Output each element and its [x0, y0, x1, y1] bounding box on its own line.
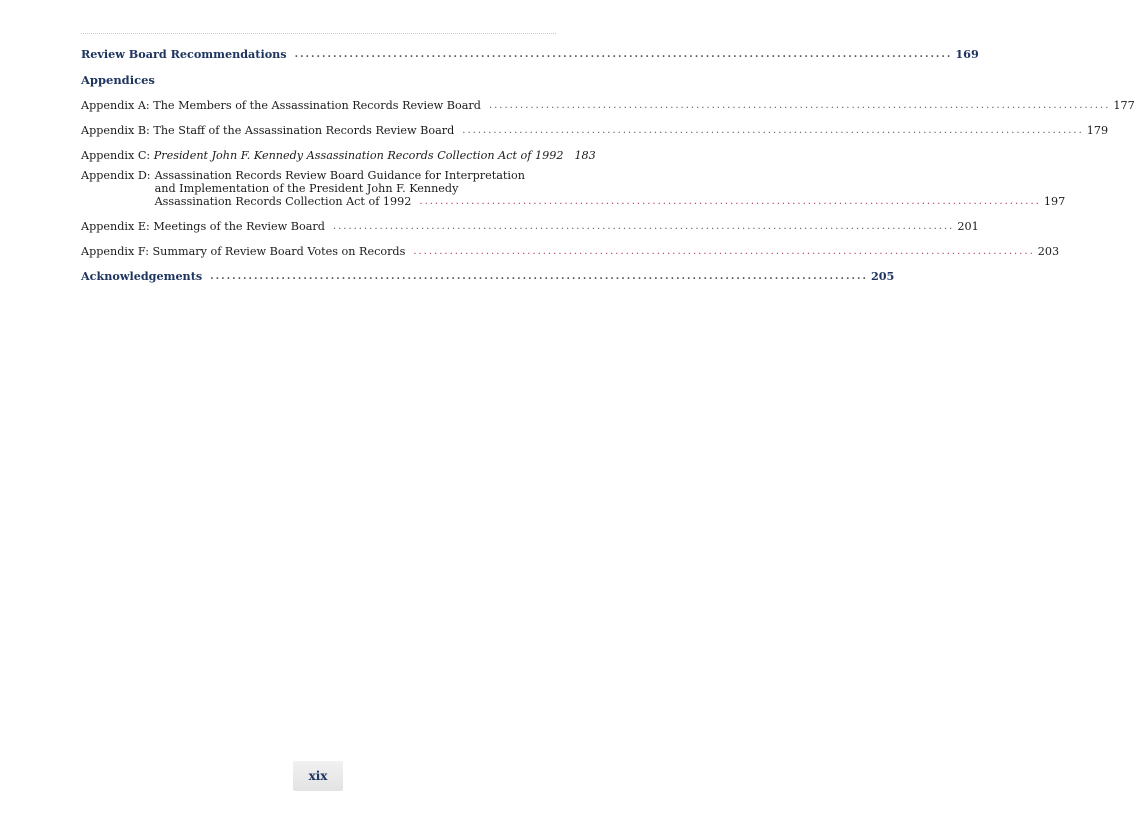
dot-leader: ........................................................................................................................ [210, 271, 868, 282]
page-number: xix [308, 769, 328, 783]
toc-entry-label: Appendix E: Meetings of the Review Board [81, 220, 325, 233]
toc-entry-prefix: Appendix C: [81, 149, 154, 162]
appendices-heading: Appendices [81, 73, 155, 87]
toc-entry-appendix-a[interactable] [81, 99, 1135, 112]
dot-leader: ........................................................................................................................ [419, 196, 1041, 207]
toc-entry-page: 179 [1086, 124, 1109, 137]
toc-entry-line-1: Assassination Records Review Board Guidance for Interpretation [154, 169, 525, 182]
toc-entry-italic-title: President John F. Kennedy Assassination Records Collection Act of 1992 [153, 149, 564, 162]
dot-leader: ........................................................................................................................ [294, 49, 953, 60]
toc-entry-label: Acknowledgements [81, 269, 203, 283]
toc-entry-prefix: Appendix D: [81, 169, 151, 182]
toc-entry-appendix-b[interactable] [81, 124, 1109, 137]
toc-entry-page: 183 [574, 149, 596, 162]
table-of-contents [81, 45, 1135, 283]
dot-leader: ........................................................................................................................ [332, 221, 955, 232]
dot-leader: ........................................................................................................................ [488, 100, 1111, 111]
toc-entry-appendix-f[interactable] [81, 245, 1060, 258]
toc-entry-page: 205 [870, 269, 895, 283]
toc-entry-appendix-c[interactable] [81, 149, 596, 162]
toc-entry-label: Review Board Recommendations [81, 47, 287, 61]
toc-entry-page: 203 [1037, 245, 1060, 258]
top-divider [81, 33, 556, 34]
toc-entry-label: Appendix F: Summary of Review Board Votes on Records [81, 245, 406, 258]
page-number-tab [293, 761, 343, 791]
toc-entry-label [81, 149, 563, 162]
toc-entry-page: 201 [957, 220, 979, 233]
toc-entry-appendix-e[interactable] [81, 220, 979, 233]
toc-entry-review-board-recommendations[interactable] [81, 47, 979, 61]
toc-entry-line-2: and Implementation of the President John F. Kennedy [154, 182, 459, 195]
toc-entry-label: Appendix B: The Staff of the Assassination Records Review Board [81, 124, 455, 137]
toc-entry-line-3: Assassination Records Collection Act of 1992 [154, 195, 412, 208]
dot-leader: ........................................................................................................................ [462, 125, 1084, 136]
toc-entry-appendix-d[interactable] [81, 169, 1066, 208]
toc-entry-page: 169 [955, 47, 979, 61]
dot-leader: ........................................................................................................................ [413, 246, 1035, 257]
toc-entry-acknowledgements[interactable] [81, 269, 895, 283]
toc-entry-label: Appendix A: The Members of the Assassination Records Review Board [81, 99, 481, 112]
toc-entry-page: 197 [1043, 195, 1066, 208]
toc-entry-page: 177 [1113, 99, 1135, 112]
